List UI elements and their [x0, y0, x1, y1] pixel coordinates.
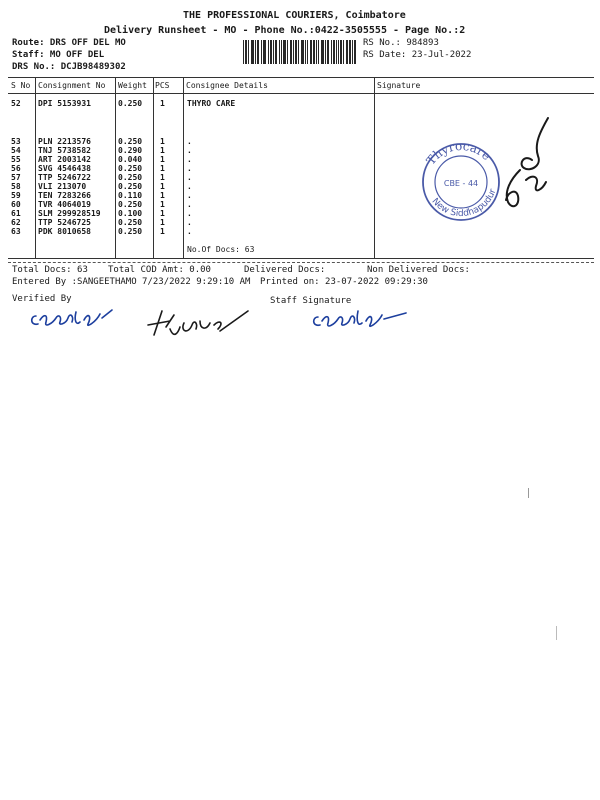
cell-consignment: ART 2003142 [38, 155, 91, 164]
barcode-bar [336, 40, 337, 64]
barcode-bar [313, 40, 314, 64]
col-consignment: Consignment No [38, 81, 106, 90]
barcode-bar [354, 40, 355, 64]
barcode-bar [283, 40, 284, 64]
col-pcs: PCS [155, 81, 170, 90]
barcode-bar [316, 40, 317, 64]
barcode-bar [303, 40, 304, 64]
cell-sno: 59 [11, 191, 21, 200]
cell-pcs: 1 [160, 209, 165, 218]
barcode-bar [248, 40, 249, 64]
col-sno: S No [11, 81, 31, 90]
stamp-bottom-text: New Siddhapudur [429, 187, 499, 220]
barcode-bar [341, 40, 342, 64]
scan-mark [528, 488, 529, 498]
cell-pcs: 1 [160, 99, 165, 108]
receiver-signature [490, 110, 560, 220]
cell-pcs: 1 [160, 146, 165, 155]
cell-weight: 0.250 [118, 218, 143, 227]
barcode-bar [318, 40, 319, 64]
cell-weight: 0.250 [118, 99, 143, 108]
barcode-bar [355, 40, 356, 64]
cell-weight: 0.250 [118, 182, 143, 191]
cell-weight: 0.250 [118, 200, 143, 209]
cell-consignment: PDK 8010658 [38, 227, 91, 236]
cell-consignee: . [187, 173, 192, 182]
barcode-bar [285, 40, 286, 64]
barcode-bar [302, 40, 303, 64]
cell-sno: 55 [11, 155, 21, 164]
cell-pcs: 1 [160, 227, 165, 236]
barcode-bar [251, 40, 252, 64]
cell-consignee: . [187, 191, 192, 200]
delivered-docs: Delivered Docs: [244, 265, 326, 275]
barcode-bar [287, 40, 288, 64]
cell-sno: 58 [11, 182, 21, 191]
cell-weight: 0.110 [118, 191, 143, 200]
cell-consignee: . [187, 209, 192, 218]
non-delivered-docs: Non Delivered Docs: [367, 265, 470, 275]
company-title: THE PROFESSIONAL COURIERS, Coimbatore [183, 10, 406, 21]
total-cod: Total COD Amt: 0.00 [108, 265, 211, 275]
cell-consignee: . [187, 200, 192, 209]
cell-weight: 0.250 [118, 164, 143, 173]
staff-signature [310, 303, 410, 333]
barcode-bar [311, 40, 312, 64]
cell-consignment: VLI 213070 [38, 182, 87, 191]
cell-consignee: . [187, 146, 192, 155]
barcode-bar [338, 40, 339, 64]
staff-label: Staff: MO OFF DEL [12, 50, 105, 60]
total-docs: Total Docs: 63 [12, 265, 88, 275]
rs-number: RS No.: 984893 [363, 38, 439, 48]
cell-consignment: TTP 5246725 [38, 218, 91, 227]
barcode-bar [273, 40, 274, 64]
cell-consignment: PLN 2213576 [38, 137, 91, 146]
barcode-bar [279, 40, 280, 64]
entered-by: Entered By :SANGEETHAMO 7/23/2022 9:29:10 AM [12, 277, 251, 287]
barcode-bar [298, 40, 299, 64]
barcode-bar [327, 40, 328, 64]
barcode-bar [284, 40, 285, 64]
barcode-bar [310, 40, 311, 64]
col-signature: Signature [377, 81, 421, 90]
cell-sno: 62 [11, 218, 21, 227]
barcode-bar [347, 40, 348, 64]
cell-sno: 53 [11, 137, 21, 146]
barcode-bar [328, 40, 329, 64]
route-label: Route: DRS OFF DEL MO [12, 38, 126, 48]
scan-mark [556, 626, 557, 640]
cell-weight: 0.250 [118, 137, 143, 146]
cell-consignee: . [187, 227, 192, 236]
cell-consignee: . [187, 218, 192, 227]
barcode-bar [301, 40, 302, 64]
barcode-bar [322, 40, 323, 64]
cell-consignee: . [187, 182, 192, 191]
barcode-bar [349, 40, 350, 64]
runsheet-subtitle: Delivery Runsheet - MO - Phone No.:0422-3505555 - Page No.:2 [104, 25, 466, 36]
svg-text:Thyrocare [424, 140, 494, 168]
cell-pcs: 1 [160, 173, 165, 182]
cell-sno: 61 [11, 209, 21, 218]
barcode-bar [281, 40, 282, 64]
drs-number: DRS No.: DCJB98489302 [12, 62, 126, 72]
barcode-bar [258, 40, 259, 64]
barcode-bar [350, 40, 351, 64]
barcode-bar [257, 40, 258, 64]
cell-consignment: DPI 5153931 [38, 99, 91, 108]
no-of-docs: No.Of Docs: 63 [187, 245, 255, 254]
cell-pcs: 1 [160, 155, 165, 164]
cell-consignment: TVR 4064019 [38, 200, 91, 209]
cell-sno: 57 [11, 173, 21, 182]
cell-weight: 0.040 [118, 155, 143, 164]
barcode-bar [321, 40, 322, 64]
barcode-bar [264, 40, 265, 64]
cell-consignment: TTP 5246722 [38, 173, 91, 182]
cell-consignee: . [187, 164, 192, 173]
barcode-bar [243, 40, 244, 64]
barcode-bar [252, 40, 253, 64]
barcode-bar [263, 40, 264, 64]
col-weight: Weight [118, 81, 147, 90]
barcode-bar [246, 40, 247, 64]
barcode-bar [333, 40, 334, 64]
cell-pcs: 1 [160, 182, 165, 191]
cell-pcs: 1 [160, 200, 165, 209]
cell-pcs: 1 [160, 137, 165, 146]
printed-on: Printed on: 23-07-2022 09:29:30 [260, 277, 428, 287]
barcode-bar [323, 40, 324, 64]
cell-sno: 60 [11, 200, 21, 209]
cell-sno: 63 [11, 227, 21, 236]
barcode-bar [334, 40, 335, 64]
barcode-bar [255, 40, 256, 64]
verifier-signature [26, 302, 116, 332]
barcode-bar [290, 40, 291, 64]
barcode-bar [276, 40, 277, 64]
barcode-bar [268, 40, 269, 64]
cell-weight: 0.290 [118, 146, 143, 155]
barcode-bar [275, 40, 276, 64]
cell-pcs: 1 [160, 164, 165, 173]
staff-signature-label: Staff Signature [270, 296, 352, 306]
cell-sno: 52 [11, 99, 21, 108]
witness-signature [140, 305, 250, 345]
barcode-bar [314, 40, 315, 64]
cell-consignment: TEN 7283266 [38, 191, 91, 200]
stamp-top-text: Thyrocare [423, 140, 494, 168]
barcode [243, 40, 357, 64]
barcode-bar [346, 40, 347, 64]
barcode-bar [291, 40, 292, 64]
barcode-bar [271, 40, 272, 64]
barcode-bar [305, 40, 306, 64]
cell-consignee: THYRO CARE [187, 99, 236, 108]
cell-consignment: SLM 299928519 [38, 209, 101, 218]
cell-sno: 56 [11, 164, 21, 173]
barcode-bar [295, 40, 296, 64]
cell-sno: 54 [11, 146, 21, 155]
cell-consignee: . [187, 155, 192, 164]
verified-by-label: Verified By [12, 294, 72, 304]
cell-pcs: 1 [160, 218, 165, 227]
barcode-bar [343, 40, 344, 64]
cell-weight: 0.250 [118, 173, 143, 182]
barcode-bar [296, 40, 297, 64]
barcode-bar [270, 40, 271, 64]
barcode-bar [331, 40, 332, 64]
barcode-bar [307, 40, 308, 64]
cell-consignment: SVG 4546438 [38, 164, 91, 173]
cell-weight: 0.100 [118, 209, 143, 218]
barcode-bar [261, 40, 262, 64]
barcode-bar [265, 40, 266, 64]
col-consignee: Consignee Details [186, 81, 268, 90]
stamp-center-text: CBE - 44 [443, 179, 479, 188]
barcode-bar [253, 40, 254, 64]
cell-weight: 0.250 [118, 227, 143, 236]
cell-consignee: . [187, 137, 192, 146]
barcode-bar [352, 40, 353, 64]
barcode-bar [245, 40, 246, 64]
barcode-bar [293, 40, 294, 64]
cell-pcs: 1 [160, 191, 165, 200]
barcode-bar [340, 40, 341, 64]
cell-consignment: TNJ 5738582 [38, 146, 91, 155]
rs-date: RS Date: 23-Jul-2022 [363, 50, 472, 60]
barcode-bar [325, 40, 326, 64]
